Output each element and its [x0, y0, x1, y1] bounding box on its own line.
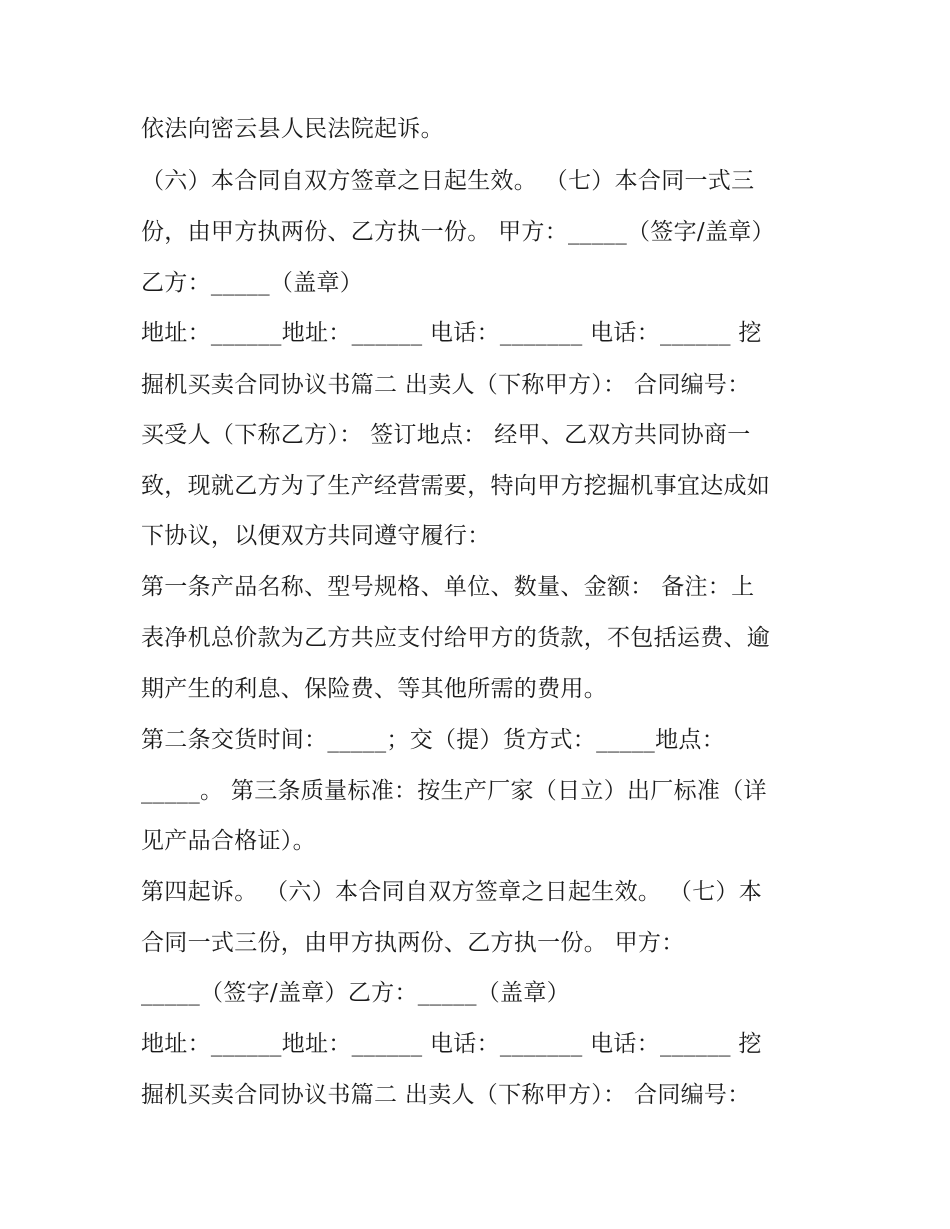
- text-line: 下协议，以便双方共同遵守履行：: [141, 523, 491, 549]
- text-line: 第一条产品名称、型号规格、单位、数量、金额： 备注：上: [141, 574, 755, 600]
- text-line: _____。 第三条质量标准：按生产厂家（日立）出厂标准（详: [141, 778, 767, 804]
- text-line: 表净机总价款为乙方共应支付给甲方的货款，不包括运费、逾: [141, 625, 771, 651]
- text-line: 第二条交货时间：_____；交（提）货方式：_____地点：: [141, 727, 725, 753]
- text-line: _____（签字/盖章）乙方：_____（盖章）: [141, 980, 570, 1006]
- text-line: 买受人（下称乙方）： 签订地点： 经甲、乙双方共同协商一: [141, 422, 751, 448]
- text-line: 依法向密云县人民法院起诉。: [141, 116, 444, 142]
- text-line: 地址：______地址：______ 电话：_______ 电话：______ 挖: [141, 320, 762, 346]
- text-line: 份，由甲方执两份、乙方执一份。 甲方：_____（签字/盖章）: [141, 219, 775, 245]
- text-line: 第四起诉。 （六）本合同自双方签章之日起生效。 （七）本: [141, 879, 763, 905]
- text-line: 合同一式三份，由甲方执两份、乙方执一份。 甲方：: [141, 930, 685, 956]
- text-line: 乙方：_____（盖章）: [141, 270, 364, 296]
- text-line: 掘机买卖合同协议书篇二 出卖人（下称甲方）： 合同编号：: [141, 372, 751, 398]
- text-line: 地址：______地址：______ 电话：_______ 电话：______ 挖: [141, 1031, 762, 1057]
- text-line: 致，现就乙方为了生产经营需要，特向甲方挖掘机事宜达成如: [141, 473, 771, 499]
- text-line: 期产生的利息、保险费、等其他所需的费用。: [141, 676, 607, 702]
- text-line: （六）本合同自双方签章之日起生效。 （七）本合同一式三: [141, 168, 755, 194]
- text-line: 掘机买卖合同协议书篇二 出卖人（下称甲方）： 合同编号：: [141, 1082, 751, 1108]
- text-line: 见产品合格证）。: [141, 828, 316, 854]
